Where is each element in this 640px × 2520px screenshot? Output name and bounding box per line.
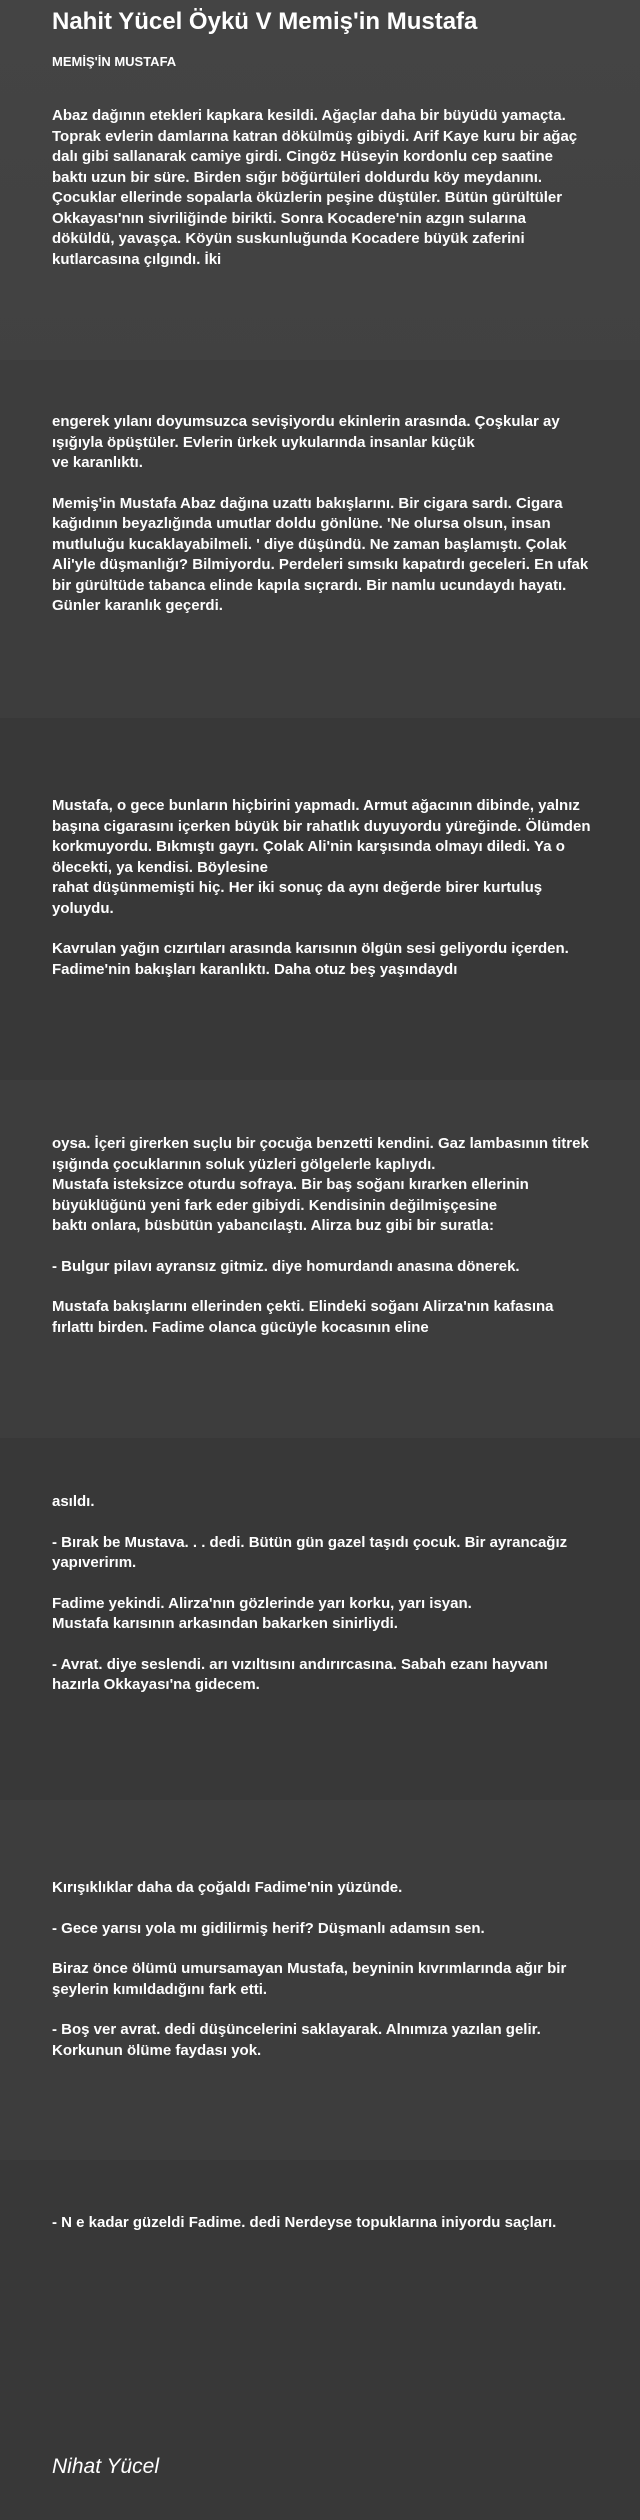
text-panel-4 bbox=[0, 1080, 640, 1438]
text-block-2 bbox=[52, 412, 592, 617]
paragraph: Mustafa, o gece bunların hiçbirini yapmadı. Armut ağacının dibinde, yalnız başına cigarasını içerken büyük bir rahatlık duyuyordu yüreğinde. Ölümden korkmuyordu. Bıkmıştı gayrı. Çolak Ali'nin karşısında olmayı diledi. Ya o ölecekti, ya kendisi. Böylesine rahat düşünmemişti hiç. Her iki sonuç da aynı değerde birer kurtuluş yoluydu. bbox=[52, 797, 591, 917]
text-block-6 bbox=[52, 1878, 592, 2061]
story-subtitle: MEMİŞ'İN MUSTAFA bbox=[52, 54, 177, 69]
paragraph: - Bulgur pilavı ayransız gitmiz. diye homurdandı anasına dönerek. bbox=[52, 1257, 520, 1275]
page-title: Nahit Yücel Öykü V Memiş'in Mustafa bbox=[52, 8, 478, 35]
text-block-4 bbox=[52, 1134, 592, 1338]
text-panel-2 bbox=[0, 360, 640, 718]
text-block-1 bbox=[52, 106, 592, 270]
paragraph: oysa. İçeri girerken suçlu bir çocuğa benzetti kendini. Gaz lambasının titrek ışığında çocuklarının soluk yüzleri gölgelerle kaplıydı. Mustafa isteksizce oturdu sofraya. Bir baş soğanı kırarken ellerinin büyüklüğünü yeni fark eder gibiydi. Kendisinin değilmişçesine baktı onlara, büsbütün yabancılaştı. Alirza buz gibi bir suratla: bbox=[52, 1135, 589, 1234]
paragraph: - Gece yarısı yola mı gidilirmiş herif? Düşmanlı adamsın sen. bbox=[52, 1919, 485, 1937]
paragraph: - Bırak be Mustava. . . dedi. Bütün gün gazel taşıdı çocuk. Bir ayrancağız yapıverirım. bbox=[52, 1533, 568, 1571]
text-block-7 bbox=[52, 2213, 592, 2234]
text-panel-1 bbox=[0, 0, 640, 360]
paragraph: Fadime yekindi. Alirza'nın gözlerinde yarı korku, yarı isyan. Mustafa karısının arkasından bakarken sinirliydi. bbox=[52, 1594, 472, 1632]
paragraph: Abaz dağının etekleri kapkara kesildi. Ağaçlar daha bir büyüdü yamaçta. Toprak evlerin damlarına katran dökülmüş gibiydi. Arif Kaye kuru bir ağaç dalı gibi sallanarak camiye girdi. Cingöz Hüseyin kordonlu cep saatine baktı uzun bir süre. Birden sığır böğürtüleri doldurdu köy meydanını. Çocuklar ellerinde sopalarla öküzlerin peşine düştüler. Bütün gürültüler Okkayası'nın sivriliğinde birikti. Sonra Kocadere'nin azgın sularına döküldü, yavaşça. Köyün suskunluğunda Kocadere büyük zaferini kutlarcasına çılgındı. İki bbox=[52, 107, 578, 268]
text-panel-3 bbox=[0, 718, 640, 1080]
text-block-5 bbox=[52, 1492, 592, 1696]
author-signature: Nihat Yücel bbox=[52, 2455, 160, 2478]
paragraph: Biraz önce ölümü umursamayan Mustafa, beyninin kıvrımlarında ağır bir şeylerin kımıldadığını fark etti. bbox=[52, 1960, 567, 1998]
paragraph: Kırışıklıklar daha da çoğaldı Fadime'nin yüzünde. bbox=[52, 1879, 403, 1896]
paragraph: - Boş ver avrat. dedi düşüncelerini saklayarak. Alnımıza yazılan gelir. Korkunun ölüme faydası yok. bbox=[52, 2021, 541, 2059]
paragraph: - Avrat. diye seslendi. arı vızıltısını andırırcasına. Sabah ezanı hayvanı hazırla Okkayası'na gidecem. bbox=[52, 1655, 548, 1693]
paragraph: engerek yılanı doyumsuzca sevişiyordu ekinlerin arasında. Çoşkular ay ışığıyla öpüştüler. Evlerin ürkek uykularında insanlar küçük ve karanlıktı. bbox=[52, 413, 560, 471]
text-panel-6 bbox=[0, 1800, 640, 2160]
text-panel-5 bbox=[0, 1438, 640, 1800]
paragraph: asıldı. bbox=[52, 1493, 95, 1510]
paragraph: Memiş'in Mustafa Abaz dağına uzattı bakışlarını. Bir cigara sardı. Cigara kağıdının beyazlığında umutlar doldu gönlüne. 'Ne olursa olsun, insan mutluluğu kucaklayabilmeli. ' diye düşündü. Ne zaman başlamıştı. Çolak Ali'yle düşmanlığı? Bilmiyordu. Perdeleri sımsıkı kapatırdı geceleri. En ufak bir gürültüde tabanca elinde kapıla sıçrardı. Bir namlu ucundaydı hayatı. Günler karanlık geçerdi. bbox=[52, 494, 589, 614]
text-block-3 bbox=[52, 796, 592, 980]
paragraph: Mustafa bakışlarını ellerinden çekti. Elindeki soğanı Alirza'nın kafasına fırlattı birden. Fadime olanca gücüyle kocasının eline bbox=[52, 1298, 554, 1336]
paragraph: - N e kadar güzeldi Fadime. dedi Nerdeyse topuklarına iniyordu saçları. bbox=[52, 2214, 557, 2231]
paragraph: Kavrulan yağın cızırtıları arasında karısının ölgün sesi geliyordu içerden. Fadime'nin bakışları karanlıktı. Daha otuz beş yaşındaydı bbox=[52, 940, 569, 978]
